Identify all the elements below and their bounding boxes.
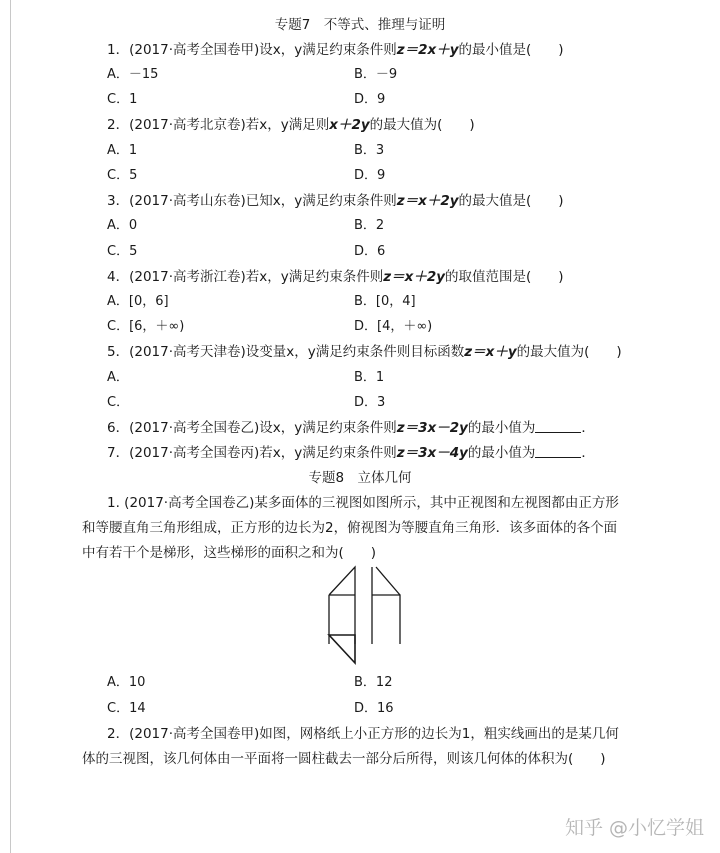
front-view xyxy=(329,567,355,644)
q1-option-a: A．－15 xyxy=(107,67,159,82)
q2-option-d: D．9 xyxy=(354,168,386,183)
g1-option-a: A．10 xyxy=(107,675,146,690)
q4-stem: 4．(2017·高考浙江卷)若x，y满足约束条件则z＝x＋2y的取值范围是( ) xyxy=(107,269,564,285)
q5-option-d: D．3 xyxy=(354,395,386,410)
g1-stem-line-2: 和等腰直角三角形组成，正方形的边长为2，俯视图为等腰直角三角形．该多面体的各个面 xyxy=(82,520,618,536)
q4-option-b: B．[0，4] xyxy=(354,294,416,309)
three-view-figure xyxy=(320,562,410,670)
q5-stem: 5．(2017·高考天津卷)设变量x，y满足约束条件则目标函数z＝x＋y的最大值为( ) xyxy=(107,344,622,360)
q2-stem: 2．(2017·高考北京卷)若x，y满足则x＋2y的最大值为( ) xyxy=(107,117,475,133)
g1-option-b: B．12 xyxy=(354,675,393,690)
q2-option-c: C．5 xyxy=(107,168,138,183)
q5-option-c: C． xyxy=(107,395,130,410)
q1-option-b: B．－9 xyxy=(354,67,398,82)
q4-option-c: C．[6，＋∞) xyxy=(107,319,185,334)
q3-stem: 3．(2017·高考山东卷)已知x，y满足约束条件则z＝x＋2y的最大值是( ) xyxy=(107,193,564,209)
q3-option-a: A．0 xyxy=(107,218,138,233)
q5-option-b: B．1 xyxy=(354,370,385,385)
q4-option-d: D．[4，＋∞) xyxy=(354,319,433,334)
q3-option-c: C．5 xyxy=(107,244,138,259)
page-edge xyxy=(10,0,11,853)
g1-option-c: C．14 xyxy=(107,701,146,716)
q1-option-c: C．1 xyxy=(107,92,138,107)
g1-stem-line-1: 1. (2017·高考全国卷乙)某多面体的三视图如图所示，其中正视图和左视图都由正方形 xyxy=(107,495,619,511)
q6-stem: 6．(2017·高考全国卷乙)设x，y满足约束条件则z＝3x－2y的最小值为 ． xyxy=(107,420,595,436)
q3-option-b: B．2 xyxy=(354,218,385,233)
q1-stem: 1．(2017·高考全国卷甲)设x，y满足约束条件则z＝2x＋y的最小值是( ) xyxy=(107,42,564,58)
q3-option-d: D．6 xyxy=(354,244,386,259)
topic7-title: 专题7 不等式、推理与证明 xyxy=(274,17,446,33)
q4-option-a: A．[0，6] xyxy=(107,294,169,309)
g1-option-d: D．16 xyxy=(354,701,394,716)
watermark: 知乎 @小忆学姐 xyxy=(564,817,704,839)
g2-stem-line-1: 2．(2017·高考全国卷甲)如图，网格纸上小正方形的边长为1，粗实线画出的是某几何 xyxy=(107,726,619,742)
side-view xyxy=(372,567,400,644)
q1-option-d: D．9 xyxy=(354,92,386,107)
top-view xyxy=(329,635,355,663)
topic8-title: 专题8 立体几何 xyxy=(308,470,412,486)
q2-option-a: A．1 xyxy=(107,143,138,158)
q7-stem: 7．(2017·高考全国卷丙)若x，y满足约束条件则z＝3x－4y的最小值为 ． xyxy=(107,445,595,461)
q2-option-b: B．3 xyxy=(354,143,385,158)
g2-stem-line-2: 体的三视图，该几何体由一平面将一圆柱截去一部分后所得，则该几何体的体积为( ) xyxy=(82,751,606,767)
g1-stem-line-3: 中有若干个是梯形，这些梯形的面积之和为( ) xyxy=(82,545,377,561)
q7-answer-blank xyxy=(535,445,581,458)
q6-answer-blank xyxy=(535,420,581,433)
q5-option-a: A． xyxy=(107,370,129,385)
